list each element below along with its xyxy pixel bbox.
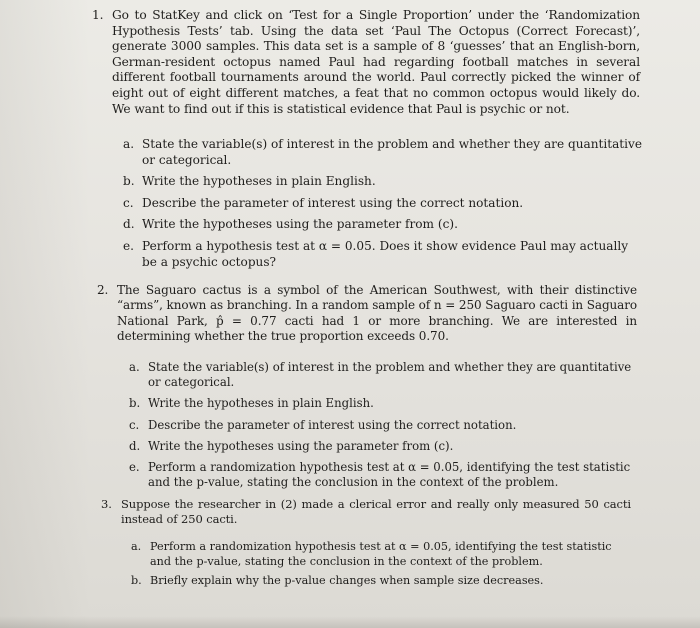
question-1-subparts [123,137,643,276]
subpart-text: Perform a randomization hypothesis test at α = 0.05, identifying the test statistic and the p-value, stating the conclusion in the context of the problem. [150,540,612,568]
subpart-label: e. [129,460,140,475]
subpart-label: b. [129,396,141,411]
subpart-1b [123,174,643,190]
subpart-text: Write the hypotheses using the parameter from (c). [148,438,454,453]
question-text: The Saguaro cactus is a symbol of the American Southwest, with their distinctive “arms”, known as branching. In a random sample of n = 250 Saguaro cacti in Saguaro National Park, p̂ = 0.77 cacti had 1 or more branching. We are interested in determining whether the true proportion exceeds 0.70. [117,283,637,344]
subpart-label: a. [129,360,140,374]
subpart-text: Perform a hypothesis test at α = 0.05. Does it show evidence Paul may actually be a psychic octopus? [142,238,629,269]
subpart-3a [131,540,626,569]
subpart-label: c. [129,417,140,432]
subpart-text: State the variable(s) of interest in the problem and whether they are quantitative or categorical. [148,360,632,390]
question-3-subparts [131,540,626,594]
question-2-subparts [129,360,634,496]
question-number: 2. [97,283,109,297]
question-3 [101,497,631,527]
question-text: Go to StatKey and click on ‘Test for a Single Proportion’ under the ‘Randomization Hypothesis Tests’ tab. Using the data set ‘Paul The Octopus (Correct Forecast)’, generate 3000 samples. This data set is a sample of 8 ‘guesses’ that an English-born, German-resident octopus named Paul had regarding football matches in several different football tournaments around the world. Paul correctly picked the winner of eight out of eight different matches, a feat that no common octopus would likely do. We want to find out if this is statistical evidence that Paul is psychic or not. [112,8,640,116]
subpart-text: Describe the parameter of interest using the correct notation. [142,195,524,210]
question-2 [97,283,637,345]
subpart-1a [123,137,643,168]
question-1 [92,8,640,117]
subpart-text: Write the hypotheses in plain English. [142,174,376,189]
question-number: 1. [92,8,104,22]
subpart-label: a. [123,137,135,151]
subpart-text: Briefly explain why the p-value changes when sample size decreases. [150,574,544,588]
subpart-label: e. [123,238,135,253]
subpart-text: Perform a randomization hypothesis test at α = 0.05, identifying the test statistic and the p-value, stating the conclusion in the context of the problem. [148,460,631,490]
page-shadow [0,0,90,628]
subpart-label: b. [131,574,142,588]
page-bottom-edge [0,616,700,628]
subpart-2d [129,439,634,454]
subpart-2c [129,418,634,433]
subpart-2e [129,460,634,490]
subpart-1e [123,239,643,270]
subpart-3b [131,574,626,589]
subpart-label: d. [129,438,141,453]
subpart-1c [123,196,643,212]
subpart-text: Write the hypotheses in plain English. [148,396,374,411]
subpart-label: b. [123,174,135,189]
subpart-label: c. [123,195,134,210]
subpart-1d [123,217,643,233]
subpart-2b [129,396,634,411]
subpart-text: Describe the parameter of interest using the correct notation. [148,417,517,432]
subpart-label: d. [123,217,135,232]
subpart-text: Write the hypotheses using the parameter from (c). [142,217,458,232]
question-text: Suppose the researcher in (2) made a clerical error and really only measured 50 cacti instead of 250 cacti. [121,497,631,526]
subpart-label: a. [131,540,142,553]
subpart-2a [129,360,634,390]
subpart-text: State the variable(s) of interest in the problem and whether they are quantitative or categorical. [142,137,643,167]
question-number: 3. [101,497,112,511]
